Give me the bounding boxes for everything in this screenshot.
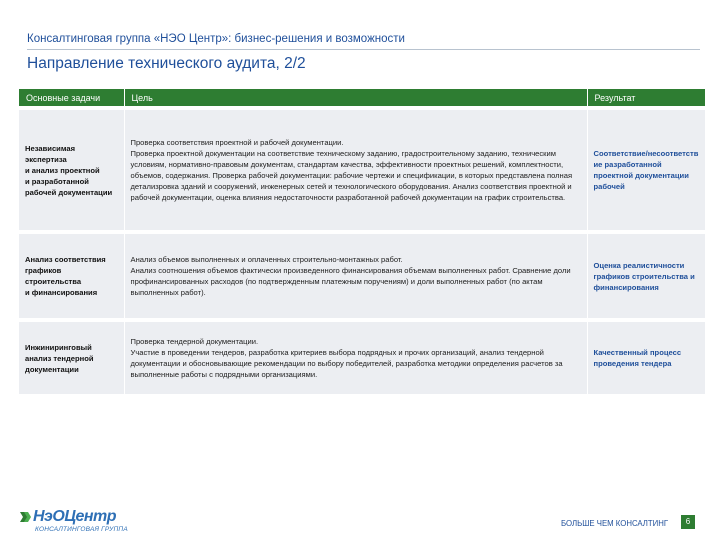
result-line: финансирования xyxy=(593,282,659,292)
task-cell xyxy=(19,232,124,320)
audit-table xyxy=(19,89,705,394)
page-number-badge: 6 xyxy=(681,515,695,529)
goal-paragraph: Анализ объемов выполненных и оплаченных строительно-монтажных работ. xyxy=(130,255,403,264)
table-row xyxy=(19,320,705,394)
result-cell xyxy=(587,232,705,320)
task-line: экспертиза xyxy=(25,154,67,164)
task-line: и анализ проектной xyxy=(25,165,100,175)
result-line: графиков строительства и xyxy=(593,271,695,281)
result-line: Соответствие/несоответств xyxy=(593,149,699,158)
result-line: проектной документации xyxy=(593,171,689,180)
result-cell xyxy=(587,108,705,232)
goal-cell xyxy=(124,232,587,320)
page-title: Направление технического аудита, 2/2 xyxy=(27,55,306,72)
goal-paragraph: Проверка соответствия проектной и рабочей документации. xyxy=(130,138,344,147)
table-header-row xyxy=(19,89,705,108)
task-cell xyxy=(19,320,124,394)
result-line: ие разработанной xyxy=(593,160,662,169)
task-line: документации xyxy=(25,364,79,374)
task-line: Инжиниринговый xyxy=(25,342,92,352)
task-line: графиков строительства xyxy=(25,266,82,286)
goal-cell xyxy=(124,320,587,394)
task-line: и разработанной xyxy=(25,176,89,186)
goal-paragraph: Участие в проведении тендеров, разработка критериев выбора подрядных и прочих организаций, анализ тендерной документации и обосновывающие рекомендации по выбору победителей, разработка методики определения расчетов за выполненные работы с подрядными организациями. xyxy=(130,348,563,379)
task-line: Анализ соответствия xyxy=(25,255,106,264)
header-subtitle: Консалтинговая группа «НЭО Центр»: бизнес-решения и возможности xyxy=(27,33,405,45)
logo-name-part1: НэО xyxy=(33,508,65,525)
task-line: Независимая xyxy=(25,143,76,153)
goal-paragraph: Проверка тендерной документации. xyxy=(130,337,259,346)
result-line: Качественный процесс xyxy=(593,348,682,357)
task-line: анализ тендерной xyxy=(25,353,94,363)
logo-mark-icon xyxy=(19,510,33,524)
goal-cell xyxy=(124,108,587,232)
logo-tagline: КОНСАЛТИНГОВАЯ ГРУППА xyxy=(35,526,128,533)
task-line: и финансирования xyxy=(25,288,98,297)
footer-slogan: БОЛЬШЕ ЧЕМ КОНСАЛТИНГ xyxy=(561,519,669,528)
table-row xyxy=(19,108,705,232)
company-logo xyxy=(19,510,129,540)
result-line: рабочей xyxy=(593,182,625,191)
goal-paragraph: Проверка проектной документации на соответствие техническому заданию, градостроительному заданию, техническим условиям, нормативно-правовым документам, стандартам качества, эффективности проектных решений, комплектности, объемов, содержания. Проверка рабочей документации: рабочие чертежи и спецификации, в которых представлена полная детализровка зданий и сооружений, инженерных сетей и технологического оборудования. Анализ соответствия проектной и рабочей документации, оценка влияния недостаточности разработанной рабочей документации на график строительства. xyxy=(130,149,573,202)
logo-name-part2: Центр xyxy=(64,508,117,525)
goal-paragraph: Анализ соотношения объемов фактически произведенного финансирования объемам выполненных работ. Сравнение доли профинансированных расходов (по подтвержденным платежным поручениям) и доли выполненных работ (по актам выполненных работ). xyxy=(130,266,571,297)
task-line: рабочей документации xyxy=(25,187,113,197)
task-cell xyxy=(19,108,124,232)
result-line: Оценка реалистичности xyxy=(593,260,685,270)
column-header-tasks: Основные задачи xyxy=(19,89,124,108)
logo-name xyxy=(33,508,116,526)
table-row xyxy=(19,232,705,320)
column-header-result: Результат xyxy=(587,89,705,108)
result-line: проведения тендера xyxy=(593,359,672,368)
result-cell xyxy=(587,320,705,394)
header-divider xyxy=(27,49,700,50)
column-header-goal: Цель xyxy=(124,89,587,108)
